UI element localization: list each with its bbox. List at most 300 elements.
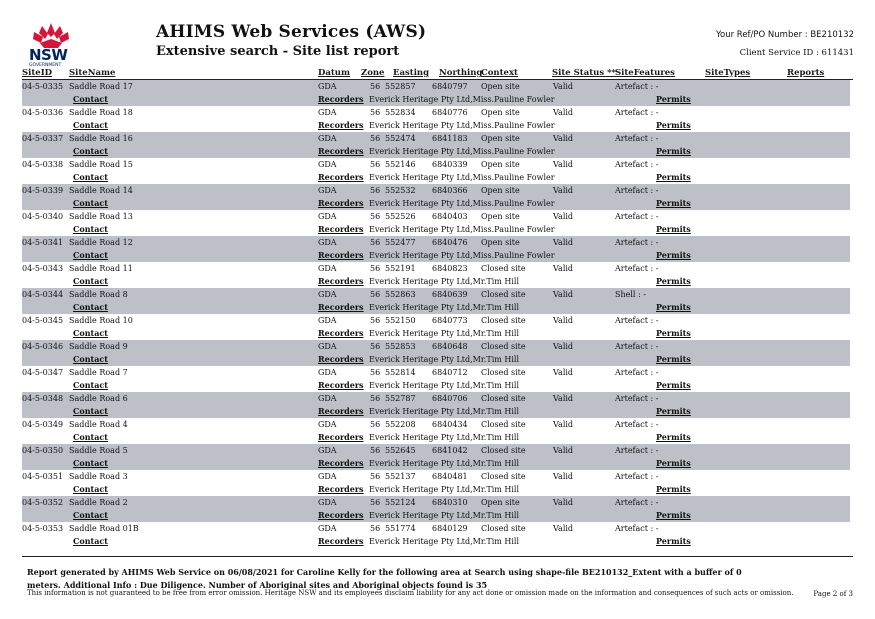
site-row [22,262,850,275]
site-status: Valid [553,212,574,221]
recorders-link[interactable]: Recorders [318,224,364,234]
site-features: Artefact : - [615,186,659,195]
site-features: Artefact : - [615,472,659,481]
site-status: Valid [553,82,574,91]
datum: GDA [318,446,337,455]
site-status: Valid [553,446,574,455]
contact-link[interactable]: Contact [73,146,108,156]
zone: 56 [370,238,381,247]
zone: 56 [370,472,381,481]
context: Open site [481,108,520,117]
recorders-link[interactable]: Recorders [318,484,364,494]
easting: 552863 [385,290,416,299]
zone: 56 [370,446,381,455]
site-features: Artefact : - [615,342,659,351]
easting: 552857 [385,82,416,91]
northing: 6840639 [432,290,468,299]
site-name: Saddle Road 6 [69,394,128,403]
zone: 56 [370,82,381,91]
recorders-link[interactable]: Recorders [318,536,364,546]
recorders-link[interactable]: Recorders [318,354,364,364]
datum: GDA [318,82,337,91]
site-status: Valid [553,368,574,377]
zone: 56 [370,264,381,273]
site-features: Artefact : - [615,394,659,403]
site-status: Valid [553,342,574,351]
site-name: Saddle Road 9 [69,342,128,351]
northing: 6840773 [432,316,468,325]
col-siteid: SiteID [22,68,53,78]
datum: GDA [318,160,337,169]
site-id: 04-5-0350 [22,446,64,455]
context: Closed site [481,264,526,273]
site-row [22,106,850,119]
recorder-name: Everick Heritage Pty Ltd,Miss.Pauline Fowler [369,95,555,104]
site-features: Artefact : - [615,238,659,247]
recorder-name: Everick Heritage Pty Ltd,Miss.Pauline Fowler [369,199,555,208]
site-detail-row [22,405,850,418]
contact-link[interactable]: Contact [73,224,108,234]
site-id: 04-5-0341 [22,238,64,247]
site-name: Saddle Road 5 [69,446,128,455]
context: Open site [481,498,520,507]
site-status: Valid [553,394,574,403]
contact-link[interactable]: Contact [73,510,108,520]
site-list [22,80,850,548]
site-record [22,418,850,444]
easting: 552814 [385,368,416,377]
recorder-name: Everick Heritage Pty Ltd,Mr.Tim Hill [369,407,520,416]
permits-link[interactable]: Permits [656,172,691,182]
col-sitename: SiteName [69,68,116,78]
site-record [22,496,850,522]
zone: 56 [370,342,381,351]
col-site-features: SiteFeatures [615,68,675,78]
site-record [22,80,850,106]
easting: 552208 [385,420,416,429]
context: Closed site [481,394,526,403]
contact-link[interactable]: Contact [73,380,108,390]
easting: 552834 [385,108,416,117]
permits-link[interactable]: Permits [656,250,691,260]
site-id: 04-5-0340 [22,212,64,221]
easting: 552853 [385,342,416,351]
permits-link[interactable]: Permits [656,302,691,312]
northing: 6841042 [432,446,468,455]
datum: GDA [318,524,337,533]
datum: GDA [318,186,337,195]
context: Closed site [481,472,526,481]
datum: GDA [318,498,337,507]
site-status: Valid [553,420,574,429]
site-row [22,522,850,535]
site-status: Valid [553,498,574,507]
logo-nsw-text: NSW [29,46,68,64]
recorders-link[interactable]: Recorders [318,328,364,338]
recorders-link[interactable]: Recorders [318,406,364,416]
context: Open site [481,134,520,143]
permits-link[interactable]: Permits [656,146,691,156]
col-context: Context [481,68,518,78]
datum: GDA [318,290,337,299]
northing: 6840310 [432,498,468,507]
site-row [22,236,850,249]
northing: 6840648 [432,342,468,351]
recorder-name: Everick Heritage Pty Ltd,Mr.Tim Hill [369,355,520,364]
site-features: Shell : - [615,290,646,299]
easting: 552787 [385,394,416,403]
site-features: Artefact : - [615,446,659,455]
site-features: Artefact : - [615,134,659,143]
zone: 56 [370,160,381,169]
site-detail-row [22,483,850,496]
site-id: 04-5-0335 [22,82,64,91]
ref-number: Your Ref/PO Number : BE210132 [715,30,854,40]
client-service-id: Client Service ID : 611431 [739,48,854,58]
northing: 6840481 [432,472,468,481]
context: Closed site [481,446,526,455]
context: Open site [481,82,520,91]
northing: 6841183 [432,134,468,143]
site-name: Saddle Road 13 [69,212,133,221]
contact-link[interactable]: Contact [73,328,108,338]
datum: GDA [318,108,337,117]
permits-link[interactable]: Permits [656,484,691,494]
recorder-name: Everick Heritage Pty Ltd,Mr.Tim Hill [369,277,520,286]
site-row [22,392,850,405]
datum: GDA [318,134,337,143]
col-reports: Reports [787,68,825,78]
site-name: Saddle Road 16 [69,134,133,143]
site-row [22,288,850,301]
site-record [22,132,850,158]
site-id: 04-5-0352 [22,498,64,507]
site-record [22,106,850,132]
site-name: Saddle Road 3 [69,472,128,481]
site-row [22,210,850,223]
site-name: Saddle Road 4 [69,420,128,429]
context: Closed site [481,420,526,429]
site-row [22,314,850,327]
site-record [22,288,850,314]
site-features: Artefact : - [615,108,659,117]
recorder-name: Everick Heritage Pty Ltd,Mr.Tim Hill [369,459,520,468]
recorder-name: Everick Heritage Pty Ltd,Mr.Tim Hill [369,485,520,494]
report-subtitle: Extensive search - Site list report [156,44,400,59]
site-detail-row [22,353,850,366]
site-detail-row [22,535,850,548]
site-features: Artefact : - [615,160,659,169]
permits-link[interactable]: Permits [656,380,691,390]
site-status: Valid [553,108,574,117]
site-row [22,418,850,431]
zone: 56 [370,368,381,377]
easting: 552150 [385,316,416,325]
site-id: 04-5-0346 [22,342,64,351]
col-zone: Zone [361,68,385,78]
site-features: Artefact : - [615,524,659,533]
datum: GDA [318,420,337,429]
site-record [22,470,850,496]
recorders-link[interactable]: Recorders [318,510,364,520]
context: Closed site [481,316,526,325]
contact-link[interactable]: Contact [73,354,108,364]
site-detail-row [22,171,850,184]
contact-link[interactable]: Contact [73,94,108,104]
permits-link[interactable]: Permits [656,224,691,234]
northing: 6840706 [432,394,468,403]
site-id: 04-5-0344 [22,290,64,299]
site-row [22,80,850,93]
recorder-name: Everick Heritage Pty Ltd,Miss.Pauline Fowler [369,173,555,182]
zone: 56 [370,212,381,221]
site-status: Valid [553,160,574,169]
site-record [22,522,850,548]
northing: 6840476 [432,238,468,247]
contact-link[interactable]: Contact [73,198,108,208]
site-status: Valid [553,238,574,247]
site-detail-row [22,327,850,340]
site-record [22,158,850,184]
site-status: Valid [553,524,574,533]
site-features: Artefact : - [615,498,659,507]
context: Open site [481,212,520,221]
site-detail-row [22,223,850,236]
datum: GDA [318,212,337,221]
context: Open site [481,238,520,247]
northing: 6840823 [432,264,468,273]
site-status: Valid [553,134,574,143]
site-id: 04-5-0349 [22,420,64,429]
easting: 552477 [385,238,416,247]
site-detail-row [22,457,850,470]
contact-link[interactable]: Contact [73,458,108,468]
northing: 6840712 [432,368,468,377]
permits-link[interactable]: Permits [656,276,691,286]
site-name: Saddle Road 11 [69,264,133,273]
northing: 6840129 [432,524,468,533]
contact-link[interactable]: Contact [73,536,108,546]
zone: 56 [370,420,381,429]
northing: 6840403 [432,212,468,221]
site-id: 04-5-0348 [22,394,64,403]
site-features: Artefact : - [615,212,659,221]
permits-link[interactable]: Permits [656,328,691,338]
easting: 552532 [385,186,416,195]
site-detail-row [22,275,850,288]
permits-link[interactable]: Permits [656,432,691,442]
permits-link[interactable]: Permits [656,406,691,416]
datum: GDA [318,316,337,325]
site-id: 04-5-0343 [22,264,64,273]
site-record [22,210,850,236]
zone: 56 [370,186,381,195]
northing: 6840366 [432,186,468,195]
site-row [22,444,850,457]
recorder-name: Everick Heritage Pty Ltd,Mr.Tim Hill [369,329,520,338]
site-name: Saddle Road 10 [69,316,133,325]
site-features: Artefact : - [615,316,659,325]
site-row [22,340,850,353]
datum: GDA [318,238,337,247]
recorders-link[interactable]: Recorders [318,458,364,468]
site-record [22,444,850,470]
permits-link[interactable]: Permits [656,94,691,104]
recorder-name: Everick Heritage Pty Ltd,Miss.Pauline Fowler [369,121,555,130]
site-record [22,236,850,262]
site-name: Saddle Road 7 [69,368,128,377]
site-record [22,262,850,288]
site-features: Artefact : - [615,264,659,273]
site-id: 04-5-0351 [22,472,64,481]
site-record [22,314,850,340]
site-status: Valid [553,472,574,481]
contact-link[interactable]: Contact [73,120,108,130]
site-record [22,366,850,392]
col-northing: Northing [439,68,483,78]
site-row [22,184,850,197]
easting: 552526 [385,212,416,221]
site-id: 04-5-0337 [22,134,64,143]
recorder-name: Everick Heritage Pty Ltd,Mr.Tim Hill [369,381,520,390]
site-detail-row [22,119,850,132]
zone: 56 [370,498,381,507]
recorders-link[interactable]: Recorders [318,250,364,260]
site-id: 04-5-0336 [22,108,64,117]
col-easting: Easting [393,68,430,78]
recorders-link[interactable]: Recorders [318,146,364,156]
easting: 551774 [385,524,416,533]
site-row [22,132,850,145]
recorder-name: Everick Heritage Pty Ltd,Miss.Pauline Fowler [369,251,555,260]
site-features: Artefact : - [615,420,659,429]
page-number: Page 2 of 3 [813,590,853,598]
site-name: Saddle Road 2 [69,498,128,507]
footer-divider [22,556,853,557]
contact-link[interactable]: Contact [73,432,108,442]
recorder-name: Everick Heritage Pty Ltd,Mr.Tim Hill [369,511,520,520]
northing: 6840434 [432,420,468,429]
site-status: Valid [553,316,574,325]
easting: 552474 [385,134,416,143]
zone: 56 [370,316,381,325]
site-status: Valid [553,290,574,299]
site-status: Valid [553,186,574,195]
datum: GDA [318,264,337,273]
site-row [22,496,850,509]
site-detail-row [22,301,850,314]
context: Open site [481,186,520,195]
northing: 6840797 [432,82,468,91]
recorders-link[interactable]: Recorders [318,380,364,390]
contact-link[interactable]: Contact [73,484,108,494]
easting: 552124 [385,498,416,507]
zone: 56 [370,108,381,117]
site-id: 04-5-0347 [22,368,64,377]
site-detail-row [22,145,850,158]
site-name: Saddle Road 17 [69,82,133,91]
site-name: Saddle Road 8 [69,290,128,299]
site-detail-row [22,431,850,444]
report-summary: Report generated by AHIMS Web Service on 06/08/2021 for Caroline Kelly for the following area at Search using shape-file BE210132_Extent with a buffer of 0 meters. Additional Info : Due Diligence. Number of Aboriginal sites and Aboriginal objects found is 35 [27,567,742,590]
nsw-government-logo [22,21,80,71]
site-id: 04-5-0345 [22,316,64,325]
disclaimer: This information is not guaranteed to be free from error omission. Heritage NSW and its employees disclaim liability for any act done or omission made on the information and consequences of such acts or omission. [27,589,794,597]
site-name: Saddle Road 18 [69,108,133,117]
context: Closed site [481,524,526,533]
recorders-link[interactable]: Recorders [318,302,364,312]
permits-link[interactable]: Permits [656,458,691,468]
easting: 552146 [385,160,416,169]
recorders-link[interactable]: Recorders [318,120,364,130]
site-id: 04-5-0353 [22,524,64,533]
site-record [22,392,850,418]
site-detail-row [22,93,850,106]
recorder-name: Everick Heritage Pty Ltd,Miss.Pauline Fowler [369,225,555,234]
zone: 56 [370,290,381,299]
zone: 56 [370,134,381,143]
site-name: Saddle Road 12 [69,238,133,247]
context: Closed site [481,342,526,351]
contact-link[interactable]: Contact [73,406,108,416]
site-record [22,340,850,366]
site-row [22,158,850,171]
contact-link[interactable]: Contact [73,302,108,312]
contact-link[interactable]: Contact [73,250,108,260]
site-status: Valid [553,264,574,273]
recorders-link[interactable]: Recorders [318,198,364,208]
site-detail-row [22,249,850,262]
logo-government-text: GOVERNMENT [29,63,62,68]
contact-link[interactable]: Contact [73,276,108,286]
northing: 6840339 [432,160,468,169]
site-features: Artefact : - [615,368,659,377]
permits-link[interactable]: Permits [656,120,691,130]
col-site-types: SiteTypes [705,68,751,78]
easting: 552645 [385,446,416,455]
recorders-link[interactable]: Recorders [318,94,364,104]
permits-link[interactable]: Permits [656,198,691,208]
site-id: 04-5-0339 [22,186,64,195]
recorder-name: Everick Heritage Pty Ltd,Mr.Tim Hill [369,303,520,312]
datum: GDA [318,342,337,351]
permits-link[interactable]: Permits [656,354,691,364]
context: Closed site [481,368,526,377]
recorder-name: Everick Heritage Pty Ltd,Mr.Tim Hill [369,537,520,546]
site-record [22,184,850,210]
col-site-status: Site Status ** [552,68,616,78]
col-datum: Datum [318,68,350,78]
easting: 552191 [385,264,416,273]
site-detail-row [22,197,850,210]
site-row [22,366,850,379]
permits-link[interactable]: Permits [656,536,691,546]
datum: GDA [318,472,337,481]
site-row [22,470,850,483]
report-title: AHIMS Web Services (AWS) [156,22,427,42]
recorders-link[interactable]: Recorders [318,172,364,182]
recorders-link[interactable]: Recorders [318,276,364,286]
site-detail-row [22,509,850,522]
context: Closed site [481,290,526,299]
site-id: 04-5-0338 [22,160,64,169]
permits-link[interactable]: Permits [656,510,691,520]
site-detail-row [22,379,850,392]
site-name: Saddle Road 14 [69,186,133,195]
contact-link[interactable]: Contact [73,172,108,182]
recorders-link[interactable]: Recorders [318,432,364,442]
datum: GDA [318,394,337,403]
